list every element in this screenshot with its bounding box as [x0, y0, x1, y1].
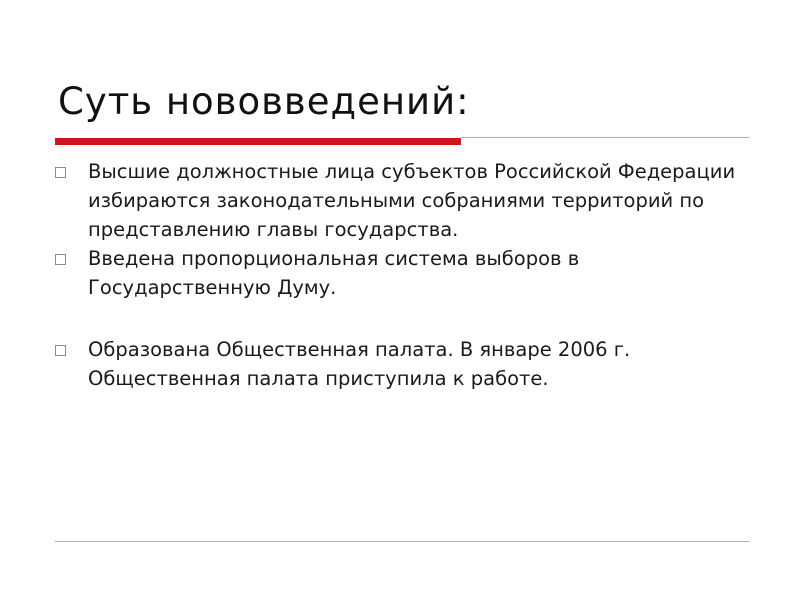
bullet-list: [55, 157, 745, 393]
footer-rule: [55, 541, 749, 542]
slide-title: Суть нововведений:: [58, 80, 470, 123]
title-underline-thin: [461, 137, 749, 138]
bullet-text: Введена пропорциональная система выборов в Государственную Думу.: [88, 247, 580, 299]
hollow-square-icon: [55, 167, 66, 178]
bullet-item: [55, 157, 745, 244]
hollow-square-icon: [55, 345, 66, 356]
bullet-item: [55, 335, 745, 393]
bullet-text: Образована Общественная палата. В январе 2006 г. Общественная палата приступила к работе.: [88, 338, 631, 390]
title-underline-accent: [55, 138, 461, 145]
hollow-square-icon: [55, 254, 66, 265]
bullet-item: [55, 244, 745, 302]
bullet-text: Высшие должностные лица субъектов Российской Федерации избираются законодательными собраниями территорий по представлению главы государства.: [88, 160, 736, 241]
